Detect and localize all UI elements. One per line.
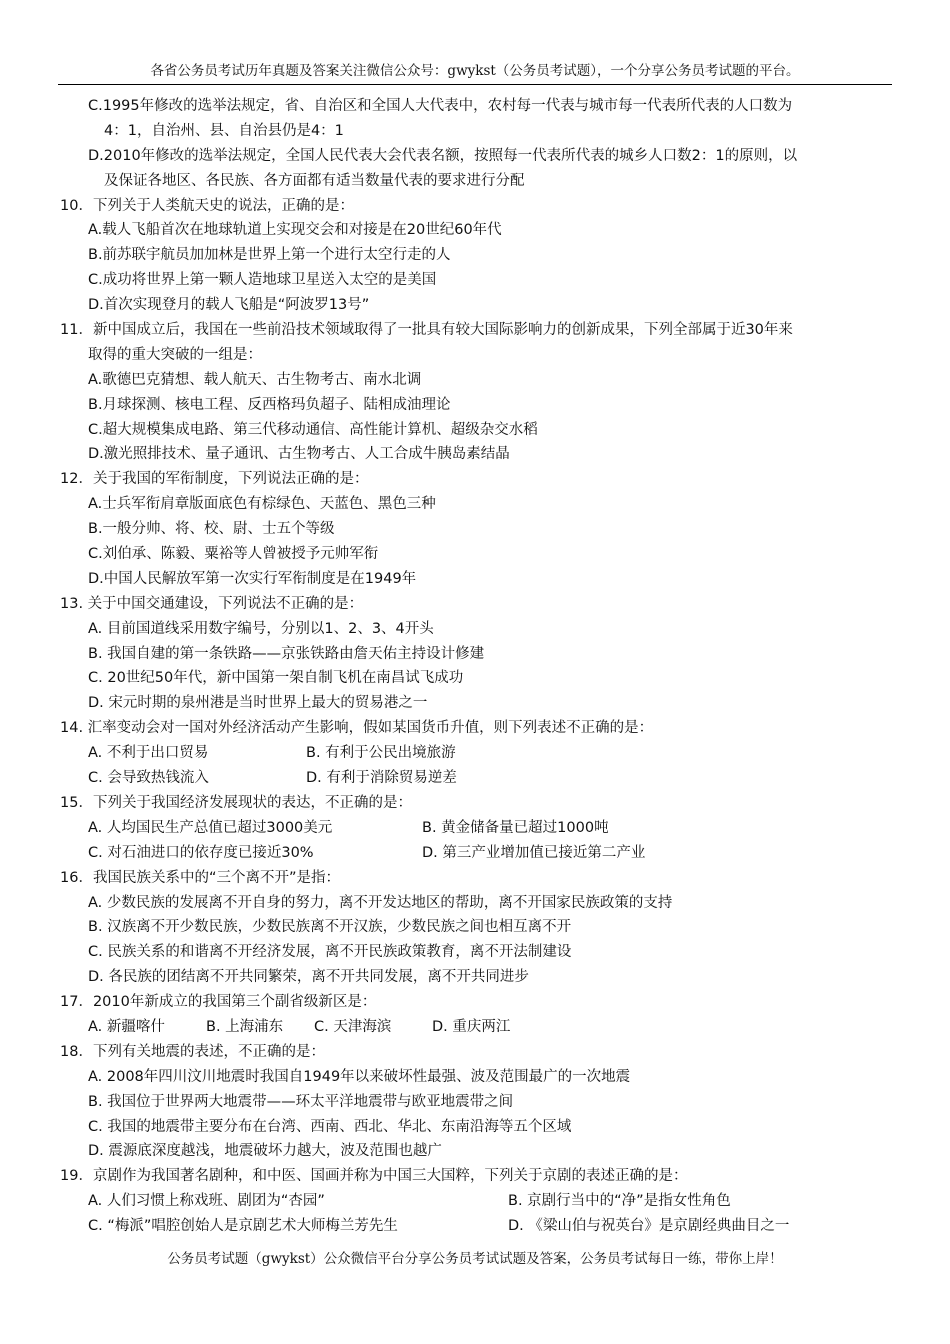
- q9-option-d-cont: 及保证各地区、各民族、各方面都有适当数量代表的要求进行分配: [104, 172, 525, 189]
- q17-option-b: B. 上海浦东: [206, 1018, 284, 1035]
- q14-options-row-1: [58, 741, 898, 766]
- q9-option-d: D.2010年修改的选举法规定，全国人民代表大会代表名额，按照每一代表所代表的城乡人口数2：1的原则，以: [88, 147, 798, 164]
- q18-option-b: B. 我国位于世界两大地震带——环太平洋地震带与欧亚地震带之间: [88, 1093, 514, 1110]
- q16-option-b: B. 汉族离不开少数民族，少数民族离不开汉族，少数民族之间也相互离不开: [88, 919, 572, 936]
- q11-stem: 11．新中国成立后，我国在一些前沿技术领域取得了一批具有较大国际影响力的创新成果，下列全部属于近30年来: [60, 322, 793, 339]
- q14-option-b: B. 有利于公民出境旅游: [306, 745, 456, 762]
- q14-options-row-2: [58, 766, 898, 791]
- page-footer: 公务员考试题（gwykst）公众微信平台分享公务员考试试题及答案，公务员考试每日一练，带你上岸！: [167, 1251, 783, 1267]
- page-header: 各省公务员考试历年真题及答案关注微信公众号：gwykst（公务员考试题），一个分享公务员考试题的平台。: [150, 63, 800, 79]
- q18-option-d: D. 震源底深度越浅，地震破坏力越大，波及范围也越广: [88, 1143, 442, 1160]
- q16-option-a: A. 少数民族的发展离不开自身的努力，离不开发达地区的帮助，离不开国家民族政策的支持: [88, 894, 673, 911]
- q19-options-row-2: [58, 1214, 898, 1239]
- q19-option-b: B. 京剧行当中的“净”是指女性角色: [508, 1193, 731, 1210]
- q12-stem: 12．关于我国的军衔制度，下列说法正确的是：: [60, 471, 369, 488]
- q13-option-c: C. 20世纪50年代，新中国第一架自制飞机在南昌试飞成功: [88, 670, 464, 687]
- q10-option-d: D.首次实现登月的载人飞船是“阿波罗13号”: [88, 297, 370, 314]
- q14-option-c: C. 会导致热钱流入: [88, 770, 209, 787]
- exam-content: [58, 94, 898, 1239]
- q10-stem: 10．下列关于人类航天史的说法，正确的是：: [60, 197, 354, 214]
- header-divider: [58, 84, 892, 85]
- q16-option-c: C. 民族关系的和谐离不开经济发展，离不开民族政策教育，离不开法制建设: [88, 944, 572, 961]
- q18-option-c: C. 我国的地震带主要分布在台湾、西南、西北、华北、东南沿海等五个区域: [88, 1118, 572, 1135]
- q18-option-a: A. 2008年四川汶川地震时我国自1949年以来破坏性最强、波及范围最广的一次地震: [88, 1068, 631, 1085]
- q19-stem: 19．京剧作为我国著名剧种，和中医、国画并称为中国三大国粹，下列关于京剧的表述正确的是：: [60, 1168, 688, 1185]
- q17-option-c: C. 天津海滨: [314, 1018, 392, 1035]
- q19-option-c: C. “梅派”唱腔创始人是京剧艺术大师梅兰芳先生: [88, 1218, 398, 1235]
- q10-option-c: C.成功将世界上第一颗人造地球卫星送入太空的是美国: [88, 272, 437, 289]
- q13-option-b: B. 我国自建的第一条铁路——京张铁路由詹天佑主持设计修建: [88, 645, 485, 662]
- q17-options-row: [58, 1015, 898, 1040]
- q10-option-a: A.载人飞船首次在地球轨道上实现交会和对接是在20世纪60年代: [88, 222, 502, 239]
- q13-option-a: A. 目前国道线采用数字编号，分别以1、2、3、4开头: [88, 620, 434, 637]
- q19-option-a: A. 人们习惯上称戏班、剧团为“杏园”: [88, 1193, 325, 1210]
- q16-stem: 16．我国民族关系中的“三个离不开”是指：: [60, 869, 340, 886]
- q9-option-c-cont: 4：1，自治州、县、自治县仍是4：1: [104, 122, 344, 139]
- q12-option-d: D.中国人民解放军第一次实行军衔制度是在1949年: [88, 570, 417, 587]
- q15-stem: 15．下列关于我国经济发展现状的表达，不正确的是：: [60, 794, 412, 811]
- q15-option-d: D. 第三产业增加值已接近第二产业: [422, 844, 646, 861]
- q9-option-c: C.1995年修改的选举法规定，省、自治区和全国人大代表中，农村每一代表与城市每一代表所代表的人口数为: [88, 98, 793, 114]
- q19-options-row-1: [58, 1189, 898, 1214]
- q11-option-c: C.超大规模集成电路、第三代移动通信、高性能计算机、超级杂交水稻: [88, 421, 538, 438]
- q11-option-b: B.月球探测、核电工程、反西格玛负超子、陆相成油理论: [88, 396, 451, 413]
- q11-stem-cont: 取得的重大突破的一组是：: [88, 346, 262, 363]
- q17-option-d: D. 重庆两江: [432, 1018, 511, 1035]
- q19-option-d: D. 《梁山伯与祝英台》是京剧经典曲目之一: [508, 1218, 790, 1235]
- q15-option-b: B. 黄金储备量已超过1000吨: [422, 819, 609, 836]
- q18-stem: 18．下列有关地震的表述，不正确的是：: [60, 1043, 325, 1060]
- q12-option-b: B.一般分帅、将、校、尉、士五个等级: [88, 521, 335, 538]
- q10-option-b: B.前苏联宇航员加加林是世界上第一个进行太空行走的人: [88, 247, 451, 264]
- q13-option-d: D. 宋元时期的泉州港是当时世界上最大的贸易港之一: [88, 695, 428, 712]
- q12-option-c: C.刘伯承、陈毅、粟裕等人曾被授予元帅军衔: [88, 546, 379, 563]
- q15-option-c: C. 对石油进口的依存度已接近30%: [88, 844, 314, 861]
- q14-stem: 14. 汇率变动会对一国对外经济活动产生影响，假如某国货币升值，则下列表述不正确的是：: [60, 720, 654, 737]
- q13-stem: 13. 关于中国交通建设，下列说法不正确的是：: [60, 595, 364, 612]
- q14-option-d: D. 有利于消除贸易逆差: [306, 770, 457, 787]
- q15-options-row-1: [58, 816, 898, 841]
- q17-option-a: A. 新疆喀什: [88, 1018, 165, 1035]
- q15-options-row-2: [58, 841, 898, 866]
- q16-option-d: D. 各民族的团结离不开共同繁荣，离不开共同发展，离不开共同进步: [88, 969, 529, 986]
- q15-option-a: A. 人均国民生产总值已超过3000美元: [88, 819, 333, 836]
- q17-stem: 17．2010年新成立的我国第三个副省级新区是：: [60, 994, 377, 1011]
- q12-option-a: A.士兵军衔肩章版面底色有棕绿色、天蓝色、黑色三种: [88, 496, 436, 513]
- q11-option-a: A.歌德巴克猜想、载人航天、古生物考古、南水北调: [88, 371, 422, 388]
- q11-option-d: D.激光照排技术、量子通讯、古生物考古、人工合成牛胰岛素结晶: [88, 446, 510, 463]
- q14-option-a: A. 不利于出口贸易: [88, 745, 209, 762]
